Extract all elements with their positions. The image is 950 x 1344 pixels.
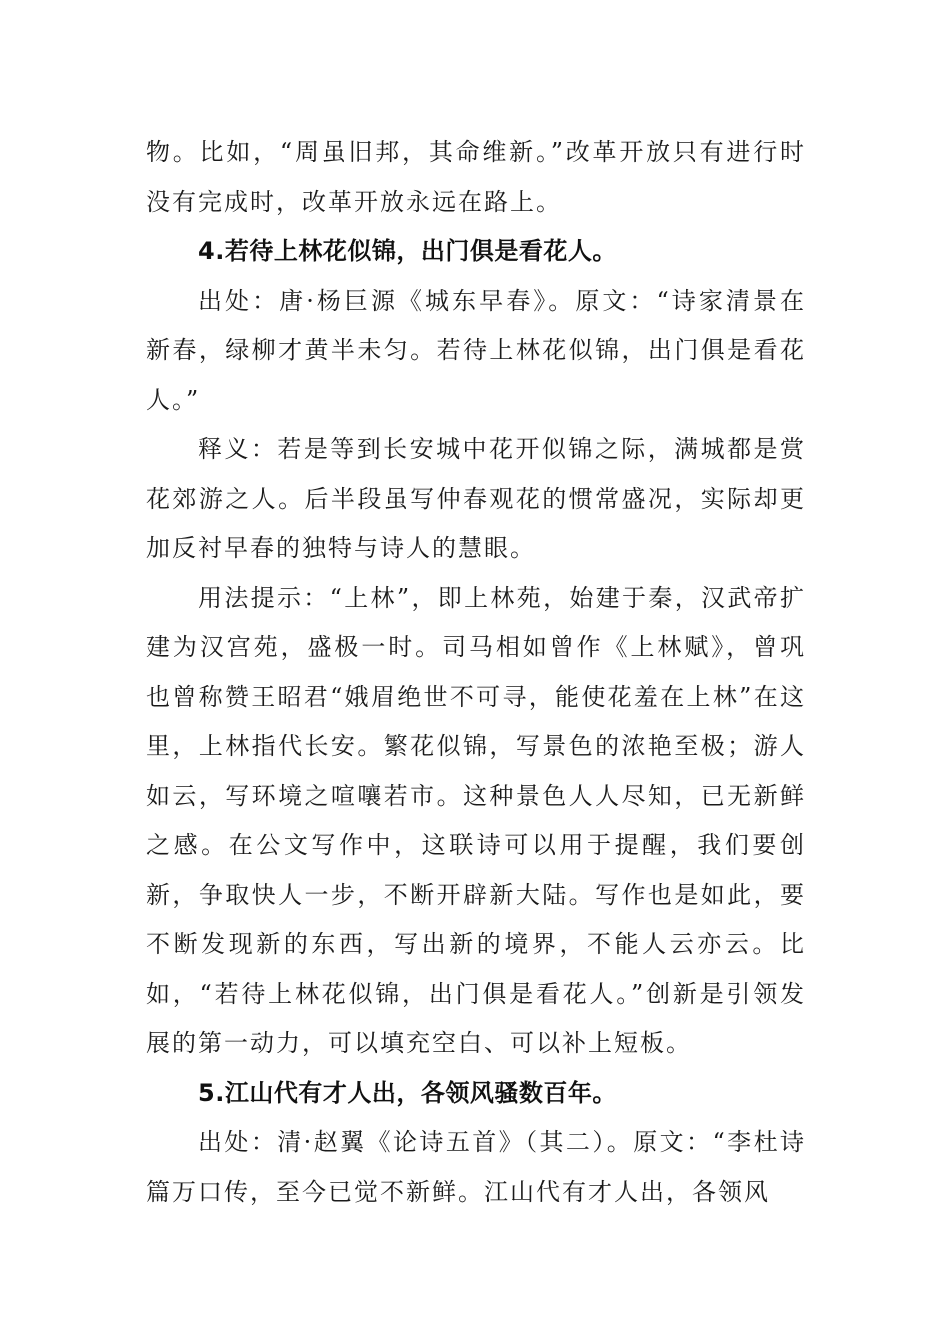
paragraph-meaning-4: 释义：若是等到长安城中花开似锦之际，满城都是赏花郊游之人。后半段虽写仲春观花的惯常盛况，实际却更加反衬早春的独特与诗人的慧眼。 xyxy=(146,435,806,562)
section-heading-4: 4.若待上林花似锦，出门俱是看花人。 xyxy=(198,237,617,265)
section-heading-5: 5.江山代有才人出，各领风骚数百年。 xyxy=(198,1078,617,1107)
paragraph-continuation: 物。比如，“周虽旧邦，其命维新。”改革开放只有进行时没有完成时，改革开放永远在路上。 xyxy=(146,138,806,216)
paragraph-source-5: 出处：清·赵翼《论诗五首》（其二）。原文：“李杜诗篇万口传，至今已觉不新鲜。江山代有才人出，各领风 xyxy=(146,1128,806,1206)
paragraph-source-4: 出处：唐·杨巨源《城东早春》。原文：“诗家清景在新春，绿柳才黄半未匀。若待上林花似锦，出门俱是看花人。” xyxy=(146,286,806,414)
paragraph-usage-4: 用法提示：“上林”，即上林苑，始建于秦，汉武帝扩建为汉宫苑，盛极一时。司马相如曾作《上林赋》，曾巩也曾称赞王昭君“娥眉绝世不可寻，能使花羞在上林”在这里，上林指代长安。繁花似锦，写景色的浓艳至极；游人如云，写环境之喧嚷若市。这种景色人人尽知，已无新鲜之感。在公文写作中，这联诗可以用于提醒，我们要创新，争取快人一步，不断开辟新大陆。写作也是如此，要不断发现新的东西，写出新的境界，不能人云亦云。比如，“若待上林花似锦，出门俱是看花人。”创新是引领发展的第一动力，可以填充空白、可以补上短板。 xyxy=(146,583,806,1057)
document-body xyxy=(146,128,806,1217)
